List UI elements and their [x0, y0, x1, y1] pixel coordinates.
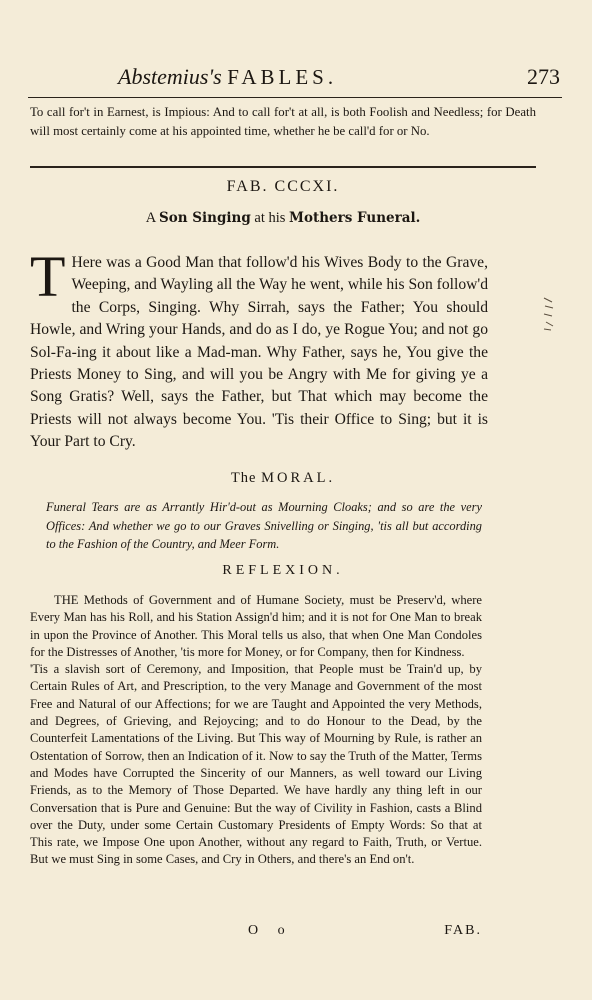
moral-text: Funeral Tears are as Arrantly Hir'd-out as Mourning Cloaks; and so are the very Offices: And whether we go to our Graves Snivelling or Singing, 'tis all but according to the Fashion of the Country, and Meer Form. — [46, 500, 482, 552]
catchword: FAB. — [444, 923, 482, 938]
fable-body — [30, 244, 488, 454]
page-header — [28, 62, 562, 98]
subtitle-part-d: Mothers Funeral. — [289, 210, 421, 226]
subtitle-part-a: A — [145, 210, 156, 226]
reflexion-heading: REFLEXION. — [222, 563, 344, 578]
subtitle-part-b: Son Singing — [158, 210, 251, 226]
fable-text: Here was a Good Man that follow'd his Wives Body to the Grave, Weeping, and Wayling all the Way he went, while his Son follow'd the Corps, Singing. Why Sirrah, says the Father; You should Howle, and Wring your Hands, and do as I do, ye Rogue You; and not go Sol-Fa-ing it about like a Mad-man. Why Father, says he, You give the Priests Money to Sing, and will you be Angry with Me for giving ye a Song Gratis? Well, says the Father, but That which may become the Priests will not always become You. 'Tis their Office to Sing; but it is Your Part to Cry. — [30, 254, 488, 451]
carryover-paragraph: To call for't in Earnest, is Impious: And to call for't at all, is both Foolish and Needless; for Death will most certainly come at his appointed time, whether he be call'd for or No. — [30, 105, 536, 138]
reflexion-paragraph-2: 'Tis a slavish sort of Ceremony, and Imposition, that People must be Train'd up, by Certain Rules of Art, and Prescription, to the very Manage and Government of the most Free and Natural of our Affections; for we are Taught and Appointed the very Methods, and Degrees, of Grieving, and Rejoycing; and to do Honour to the Dead, by the Counterfeit Lamentations of the Living. But This way of Mourning by Rule, is rather an Ostentation of Sorrow, then an Indication of it. Now to say the Truth of the Matter, Terms and Modes have Corrupted the Sincerity of our Manners, as well toward our Living Friends, as to the Memory of Those Departed. We have hardly any thing left in our Conversation that is Pure and Genuine: But the way of Civility in Fashion, casts a Blind over the Duty, under some Certain Customary Presidents of Empty Words: So that at This rate, we Impose One upon Another, without any regard to Faith, Truth, or Vertue. But we must Sing in some Cases, and Cry in Others, and there's an End on't. — [30, 662, 482, 867]
margin-mark-icon — [542, 296, 554, 332]
drop-cap: T — [30, 244, 66, 309]
section-divider — [30, 166, 536, 171]
fable-number: FAB. CCCXI. — [226, 178, 340, 195]
fable-subtitle — [30, 210, 536, 227]
header-rule — [28, 97, 562, 98]
moral-heading-moral: MORAL. — [261, 470, 336, 486]
running-title-author: Abstemius's — [118, 64, 222, 89]
reflexion-paragraph-1: THE Methods of Government and of Humane Society, must be Preserv'd, where Every Man has his Roll, and his Station Assign'd him; and it is not for One Man to break in upon the Province of Another. This Moral tells us also, that when One Man Condoles for the Distresses of Another, 'tis more for Money, or for Company, then for Kindness. — [30, 593, 482, 659]
running-title-fables: FABLES. — [227, 65, 338, 89]
page-number: 273 — [527, 64, 560, 89]
signature-mark: O o — [248, 923, 293, 938]
reflexion-body — [30, 592, 482, 869]
moral-heading-the: The — [230, 470, 257, 486]
moral-heading — [30, 470, 536, 487]
subtitle-part-c: at his — [254, 210, 286, 226]
running-title — [118, 64, 337, 90]
